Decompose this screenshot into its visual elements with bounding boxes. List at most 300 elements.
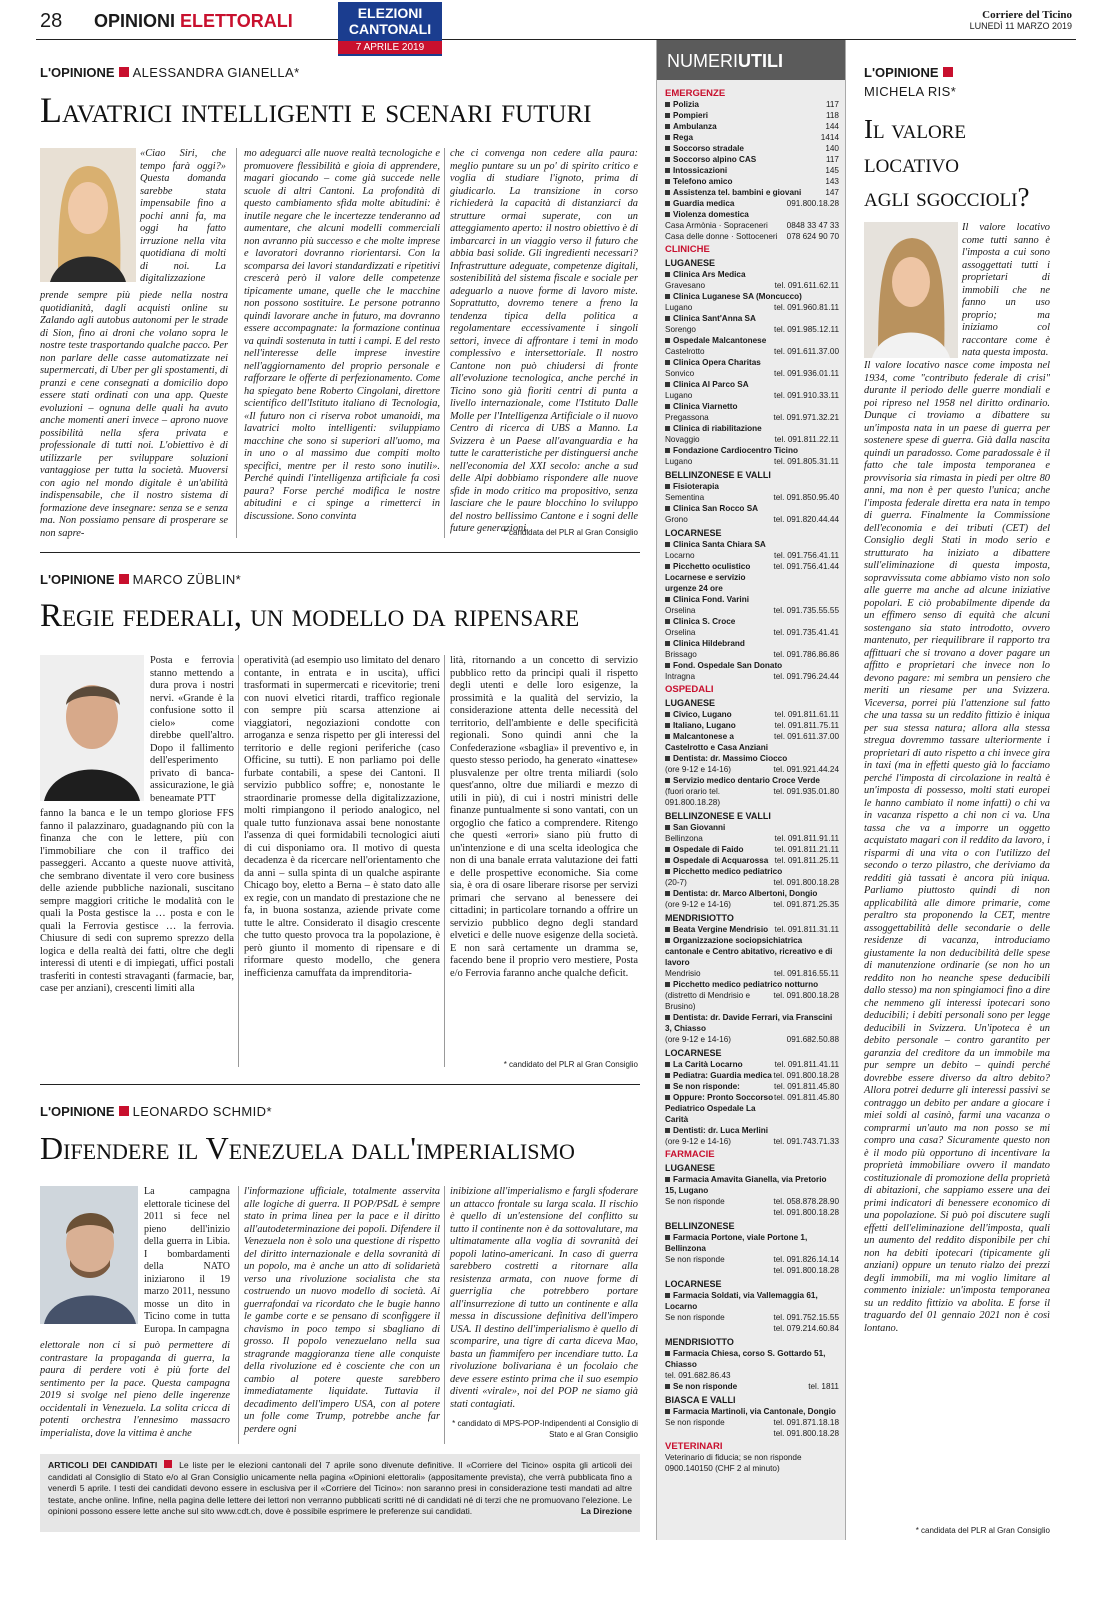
category-emergenze: EMERGENZE <box>665 88 726 99</box>
numeri-utili-title <box>657 40 845 80</box>
item-number: tel. 091.743.71.33 <box>773 1137 839 1146</box>
item-name: Pediatra: Guardia medica <box>665 1070 772 1081</box>
bullet-icon <box>665 619 670 624</box>
notice-title: ARTICOLI DEI CANDIDATI <box>48 1460 158 1470</box>
item-number: tel. 091.611.37.00 <box>774 732 839 741</box>
author-name: MARCO ZÜBLIN* <box>132 572 242 587</box>
bullet-icon <box>665 825 670 830</box>
item-name: Farmacia Amavita Gianella, via Pretorio 15, Lugano <box>665 1175 827 1195</box>
bullet-icon <box>665 179 670 184</box>
list-item <box>665 709 839 720</box>
bullet-icon <box>665 1177 670 1182</box>
item-number: 117 <box>825 100 839 109</box>
item-name: Fondazione Cardiocentro Ticino <box>665 445 798 456</box>
bullet-icon <box>665 564 670 569</box>
item-number: tel. 091.816.55.11 <box>774 969 839 978</box>
list-item <box>665 1034 839 1045</box>
item-location: Castelrotto <box>665 347 705 356</box>
article-4-col-intro: Il valore locativo come tutti sanno è l'imposta a cui sono assoggettati tutti i proprietari di immobili che ne fanno un uso proprio; ma iniziamo col raccontare come è nata questa imposta. <box>962 222 1050 358</box>
bullet-icon <box>665 124 670 129</box>
bullet-icon <box>665 404 670 409</box>
bullet-icon <box>665 448 670 453</box>
item-number: tel. 091.756.41.11 <box>774 551 839 560</box>
list-item <box>665 764 839 775</box>
bullet-icon <box>665 1073 670 1078</box>
item-number: tel. 091.811.91.11 <box>774 834 839 843</box>
item-number: tel. 091.800.18.28 <box>773 1266 839 1275</box>
item-number: tel. 091.921.44.24 <box>773 765 839 774</box>
bullet-icon <box>665 734 670 739</box>
list-item <box>665 1136 839 1147</box>
bullet-icon <box>665 1409 670 1414</box>
item-number: tel. 091.800.18.28 <box>773 878 839 887</box>
kicker-marker <box>119 1106 129 1116</box>
item-number: tel. 091.800.18.28 <box>773 1071 839 1080</box>
list-item <box>665 346 839 357</box>
item-number: tel. 091.971.32.21 <box>773 413 839 422</box>
list-item <box>665 833 839 844</box>
item-name: Dentisti: dr. Luca Merlini <box>665 1125 768 1136</box>
item-number: tel. 091.871.25.35 <box>773 900 839 909</box>
list-item <box>665 423 839 434</box>
item-number: tel. 058.878.28.90 <box>773 1197 839 1206</box>
region-label: BELLINZONESE <box>665 1221 735 1231</box>
bullet-icon <box>665 663 670 668</box>
list-item <box>665 1092 839 1125</box>
article-3-headline: Difendere il Venezuela dall'imperialismo <box>40 1130 575 1166</box>
list-item <box>665 110 839 121</box>
list-item <box>665 990 839 1012</box>
list-item <box>665 492 839 503</box>
logo-date: 7 APRILE 2019 <box>338 41 442 54</box>
item-number: tel. 091.960.81.11 <box>774 303 839 312</box>
item-location: Gravesano <box>665 281 706 290</box>
list-item <box>665 979 839 990</box>
bullet-icon <box>665 338 670 343</box>
bullet-icon <box>665 542 670 547</box>
list-item <box>665 753 839 764</box>
item-location: Lugano <box>665 391 693 400</box>
article-divider <box>40 1084 640 1085</box>
article-2-col2: operatività (ad esempio uso limitato del denaro contante, in entrata e in uscita), uffici trasformati in supermercati e ricevitorie; treni con nuovi elvetici ritardi, traffico regionale con sempre più scarsa attenzione ai viaggiatori, negoziazioni condotte con arroganza e senza rispetto per gli interessi del territorio e delle regioni periferiche (caso Officine, su tutti). E non parliamo poi delle furbate contabili, a spese dei Cantoni. Il servizio pubblico soffre; e, nonostante le straordinarie promesse della digitalizzazione, molti rimpiangono il periodo analogico, nel quale tutto funzionava assai bene nonostante l'assenza di quei formidabili tecnologici aiuti di cui disponiamo ora. Il motivo di questa decadenza è da ricercare nell'orientamento che da anni – sulla spinta di un qualche aspirante Chicago boy, eletto a Berna – è stato dato alle ex regie, con un mandato di prestazione che ne fa, in buona sostanza, aziende private come tutte le altre. Considerato il disagio crescente che tutto questo provoca tra la popolazione, è però giunto il momento di ripensare e di riformare questo modello, che genera inefficienza camuffata da imprenditoria- <box>244 655 440 979</box>
list-item <box>665 1348 839 1370</box>
item-number: tel. 091.800.18.28 <box>773 1429 839 1438</box>
col-rule <box>444 655 445 1067</box>
list-item <box>665 291 839 302</box>
item-number: tel. 091.735.55.55 <box>773 606 839 615</box>
item-location: Sementina <box>665 493 705 502</box>
list-item <box>665 1012 839 1034</box>
bullet-icon <box>665 201 670 206</box>
bullet-icon <box>665 1015 670 1020</box>
item-name: Intossicazioni <box>665 165 727 176</box>
author-name: LEONARDO SCHMID* <box>132 1104 272 1119</box>
item-name: Oppure: Pronto Soccorso Pediatrico Ospedale La Carità <box>665 1093 774 1124</box>
article-4-note: * candidata del PLR al Gran Consiglio <box>915 1526 1050 1535</box>
kicker-label: L'OPINIONE <box>864 65 939 80</box>
list-item <box>665 132 839 143</box>
kicker-marker <box>119 67 129 77</box>
item-name: Dentista: dr. Davide Ferrari, via Franscini 3, Chiasso <box>665 1013 833 1033</box>
article-4-author <box>864 84 956 99</box>
item-name: Telefono amico <box>665 176 732 187</box>
item-name: Clinica San Rocco SA <box>665 503 758 514</box>
list-item <box>665 1059 839 1070</box>
region-label: LOCARNESE <box>665 1048 722 1058</box>
bullet-icon <box>665 168 670 173</box>
item-number: tel. 091.611.62.11 <box>774 281 839 290</box>
article-3-kicker <box>40 1104 272 1119</box>
list-item <box>665 1323 839 1334</box>
item-name: Clinica Sant'Anna SA <box>665 313 756 324</box>
region-label: LUGANESE <box>665 698 716 708</box>
item-number: 091.800.18.28 <box>786 199 839 208</box>
item-number: tel. 091.611.37.00 <box>774 347 839 356</box>
item-number: 144 <box>825 122 839 131</box>
list-item <box>665 1290 839 1312</box>
list-item <box>665 539 839 550</box>
item-name: Organizzazione sociopsichiatrica cantonale e Centro abitativo, ricreativo e di lavoro <box>665 936 833 967</box>
item-number: tel. 091.935.01.80 <box>773 787 839 796</box>
item-number: tel. 091.811.45.80 <box>774 1082 839 1091</box>
item-name: Soccorso stradale <box>665 143 744 154</box>
list-item <box>665 198 839 209</box>
bullet-icon <box>665 382 670 387</box>
article-3-col1-bottom: elettorale non ci si può permettere di contrastare la propaganda di guerra, la paura di perdere voti è più forte del sentimento per la pace. Questa campagna 2019 si svolge nel pieno delle ingerenze occidentali in Venezuela. La solita cricca di potenti orchestra l'ennesimo massacro imperialista, dove la vittima è anche <box>40 1340 230 1439</box>
list-item <box>665 1081 839 1092</box>
item-number: tel. 1811 <box>808 1382 839 1391</box>
list-item <box>665 99 839 110</box>
category-veterinari: VETERINARI <box>665 1441 723 1452</box>
item-name: Beata Vergine Mendrisio <box>665 924 768 935</box>
item-number: 078 624 90 70 <box>786 232 839 241</box>
list-item <box>665 434 839 445</box>
bullet-icon <box>665 858 670 863</box>
list-item <box>665 302 839 313</box>
bullet-icon <box>665 294 670 299</box>
item-number: tel. 091.796.24.44 <box>773 672 839 681</box>
article-1-col1: prende sempre più piede nella nostra quotidianità, dagli acquisti online su Zalando agli autobus autonomi per le strade di Sion, fino ai droni che volano sopra le nostre teste trasportando qualche pacco. Per non parlare delle casse automatizzate nei supermercati, di Uber per gli spostamenti, di pranzi e cene consegnati a domicilio dopo essere stati ordinati con una app. Queste evoluzioni – ognuna delle quali ha avuto anche momenti aneri invece – aprono nuove possibilità nella sfera privata e professionale di tutti noi. L'obiettivo è di utilizzarle per sviluppare soluzioni vantaggiose per tutta la società. Muoversi con agio nel mondo digitale è un'abilità indispensabile, che il nostro sistema di formazione deve insegnare: senza se e senza ma. Non possiamo pensare di prosperare se non sapre- <box>40 290 228 539</box>
item-name: Clinica Fond. Varini <box>665 594 749 605</box>
item-name: Clinica Viarnetto <box>665 401 737 412</box>
list-item <box>665 335 839 346</box>
item-number: tel. 091.752.15.55 <box>773 1313 839 1322</box>
list-item <box>665 1312 839 1323</box>
list-item <box>665 899 839 910</box>
author-photo-zublin <box>40 655 144 801</box>
list-item <box>665 368 839 379</box>
bullet-icon <box>665 426 670 431</box>
list-item <box>665 324 839 335</box>
list-item <box>665 731 839 753</box>
panel-title-a: NUMERI <box>667 51 738 71</box>
region-label: LOCARNESE <box>665 528 722 538</box>
bullet-icon <box>665 778 670 783</box>
bullet-icon <box>665 484 670 489</box>
bullet-icon <box>665 597 670 602</box>
item-name: Se non risponde: <box>665 1081 740 1092</box>
item-location: Mendrisio <box>665 969 701 978</box>
bullet-icon <box>665 135 670 140</box>
item-number: tel. 091.811.41.11 <box>774 1060 839 1069</box>
item-name: Picchetto oculistico Locarnese e servizio urgenze 24 ore <box>665 562 751 593</box>
list-item <box>665 844 839 855</box>
author-name: ALESSANDRA GIANELLA* <box>132 65 300 80</box>
item-number: tel. 091.871.18.18 <box>773 1418 839 1427</box>
item-number: tel. 091.800.18.28 <box>773 991 839 1000</box>
article-divider <box>40 552 640 553</box>
logo-line1: ELEZIONI <box>357 5 423 21</box>
region-label: MENDRISIOTTO <box>665 913 734 923</box>
item-name: Clinica S. Croce <box>665 616 735 627</box>
item-name: Clinica Ars Medica <box>665 269 746 280</box>
item-location: Se non risponde <box>665 1313 725 1322</box>
item-number: tel. 091.811.21.11 <box>774 845 839 854</box>
bullet-icon <box>665 847 670 852</box>
masthead <box>970 9 1072 31</box>
list-item <box>665 401 839 412</box>
author-photo-ris <box>864 222 958 358</box>
item-name: Guardia medica <box>665 198 734 209</box>
item-number: tel. 091.850.95.40 <box>773 493 839 502</box>
bullet-icon <box>665 1095 670 1100</box>
item-location: (ore 9-12 e 14-16) <box>665 900 731 909</box>
list-item <box>665 594 839 605</box>
bullet-icon <box>665 212 670 217</box>
item-number: tel. 091.811.25.11 <box>774 856 839 865</box>
notice-marker <box>164 1460 172 1468</box>
article-3-col2: l'informazione ufficiale, totalmente asservita alle logiche di guerra. Il POP/PSdL è sempre stato in prima linea per la pace e il diritto all'autodeterminazione dei popoli. Difendere il Venezuela non è solo una questione di rispetto del diritto internazionale e della sovranità di un popolo, ma è anche un atto di solidarietà verso una rivoluzione socialista che sta costruendo un nuovo modello di società. Ai guerrafondai va ricordato che le bugie hanno le gambe corte e se pensano di sconfiggere il chavismo in poco tempo si sbagliano di grosso. Il popolo venezuelano nella sua stragrande maggioranza tiene alle conquiste della rivoluzione ed è cosciente che con un cambio al potere queste sarebbero immediatamente liquidate. Tuttavia il decadimento dell'impero USA, con al potere un folle come Trump, potrebbe anche far perdere ogni <box>244 1186 440 1435</box>
list-item <box>665 165 839 176</box>
article-4-kicker <box>864 65 957 80</box>
region-label: BIASCA E VALLI <box>665 1395 736 1405</box>
notice-signature: La Direzione <box>580 1506 632 1516</box>
kicker-marker <box>943 67 953 77</box>
list-item <box>665 1207 839 1218</box>
list-item <box>665 503 839 514</box>
category-ospedali: OSPEDALI <box>665 684 714 695</box>
panel-title-b: UTILI <box>738 51 783 71</box>
item-number: 147 <box>825 188 839 197</box>
region-label: LOCARNESE <box>665 1279 722 1289</box>
list-item <box>665 412 839 423</box>
item-location: Sonvico <box>665 369 695 378</box>
item-location: Bellinzona <box>665 834 703 843</box>
item-name: Fisioterapia <box>665 481 719 492</box>
list-item <box>665 877 839 888</box>
list-item <box>665 313 839 324</box>
list-item <box>665 561 839 594</box>
list-item <box>665 143 839 154</box>
bullet-icon <box>665 113 670 118</box>
kicker-marker <box>119 574 129 584</box>
article-3-note: * candidato di MPS-POP-Indipendenti al Consiglio di Stato e al Gran Consiglio <box>452 1419 638 1439</box>
item-number: 091.682.50.88 <box>786 1035 839 1044</box>
item-name: Soccorso alpino CAS <box>665 154 756 165</box>
item-location: Novaggio <box>665 435 700 444</box>
numeri-utili-panel <box>656 40 846 1540</box>
section-title <box>94 11 293 32</box>
bullet-icon <box>665 146 670 151</box>
elections-logo <box>338 2 442 56</box>
region-label: BELLINZONESE E VALLI <box>665 811 771 821</box>
bullet-icon <box>665 1062 670 1067</box>
item-name: Ospedale di Faido <box>665 844 744 855</box>
item-name: La Carità Locarno <box>665 1059 743 1070</box>
item-number: 1414 <box>820 133 839 142</box>
item-number: tel. 079.214.60.84 <box>773 1324 839 1333</box>
item-number: tel. 091.811.22.11 <box>774 435 839 444</box>
list-item <box>665 855 839 866</box>
item-number: tel. 091.800.18.28 <box>773 1208 839 1217</box>
item-number: 140 <box>825 144 839 153</box>
item-location: Locarno <box>665 551 695 560</box>
category-farmacie: FARMACIE <box>665 1149 715 1160</box>
bullet-icon <box>665 927 670 932</box>
article-2-kicker <box>40 572 241 587</box>
item-number: tel. 091.936.01.11 <box>774 369 839 378</box>
article-4-headline <box>864 112 1074 214</box>
item-name: Farmacia Chiesa, corso S. Gottardo 51, Chiasso <box>665 1349 826 1369</box>
article-1-kicker <box>40 65 300 80</box>
list-item <box>665 121 839 132</box>
item-location: Casa delle donne · Sottoceneri <box>665 232 778 241</box>
list-item <box>665 649 839 660</box>
item-number: 0848 33 47 33 <box>786 221 839 230</box>
list-item <box>665 445 839 456</box>
bullet-icon <box>665 1128 670 1133</box>
item-location: (ore 9-12 e 14-16) <box>665 1035 731 1044</box>
item-number: 145 <box>825 166 839 175</box>
article-2-col1: Posta e ferrovia stanno mettendo a dura prova i nostri nervi. «Grande è la confusione sotto il cielo» come direbbe quell'altro. Dopo il fallimento dell'esperimento privato di banca-assicurazione, le già beneamate PTT <box>150 655 234 804</box>
list-item <box>665 671 839 682</box>
item-name: Farmacia Martinoli, via Cantonale, Dongio <box>665 1406 836 1417</box>
list-item <box>665 390 839 401</box>
article-2-col1-bottom: fanno la banca e le un tempo gloriose FFS fanno il palazzinaro, guadagnando più con la finanza che con le lettere, più con l'immobiliare che con il traffico dei passeggeri. Accanto a queste nuove attività, che sembrano diventate il vero core business delle aziende pubbliche nazionali, suscitano sempre maggiori critiche le modalità con le quali la Posta gestisce la … posta e con le quali la Ferrovia gestisce … la ferrovia. Chiusure di sedi con supremo sprezzo della logica e della realtà dei fatti, oltre che degli interessi di utenti e di impiegati, uffici postali trasferiti in contesti stravaganti (farmacie, bar, case per anziani), crescenti limiti alla <box>40 808 234 994</box>
list-item <box>665 231 839 242</box>
item-location: (ore 9-12 e 14-16) <box>665 765 731 774</box>
col-rule <box>238 1186 239 1444</box>
list-item <box>665 1265 839 1276</box>
item-number: tel. 091.985.12.11 <box>774 325 839 334</box>
item-location: Casa Armònia · Sopraceneri <box>665 221 768 230</box>
item-number: tel. 091.811.61.11 <box>774 710 839 719</box>
bullet-icon <box>665 157 670 162</box>
region-label: BELLINZONESE E VALLI <box>665 470 771 480</box>
col-rule <box>444 148 445 538</box>
list-item <box>665 550 839 561</box>
issue-date: LUNEDÌ 11 MARZO 2019 <box>969 21 1072 31</box>
item-location: Lugano <box>665 457 693 466</box>
list-item <box>665 269 839 280</box>
item-name: Dentista: dr. Massimo Ciocco <box>665 753 787 764</box>
article-1-note: * candidata del PLR al Gran Consiglio <box>503 528 638 537</box>
item-name: Farmacia Soldati, via Vallemaggia 61, Locarno <box>665 1291 818 1311</box>
notice-text: Le liste per le elezioni cantonali del 7 aprile sono divenute definitive. Il «Corriere del Ticino» ospita gli articoli dei candidati al Consiglio di Stato e/o al Gran Consiglio unicamente nella pagina «Opinioni elettorali» (appositamente prevista), che verrà pubblicata fino a venerdì 5 aprile. I testi dei candidati devono essere in esclusiva per il «Corriere del Ticino»: non saranno presi in considerazione testi mandati ad altre testate, anche online. Infine, nella pagina delle lettere dei lettori non verranno pubblicati scritti né di candidati né di terzi che ne promuovano l'elezione. Le opinioni possono essere lette anche sul sito www.cdt.ch, dove è possibile esprimere le preferenze sui candidati. <box>48 1460 633 1516</box>
list-item <box>665 968 839 979</box>
bullet-icon <box>665 102 670 107</box>
region-label: MENDRISIOTTO <box>665 1337 734 1347</box>
col-rule <box>444 1186 445 1444</box>
bullet-icon <box>665 1351 670 1356</box>
list-item <box>665 1196 839 1207</box>
list-item <box>665 1381 839 1392</box>
bullet-icon <box>665 1293 670 1298</box>
item-location: Se non risponde <box>665 1255 725 1264</box>
item-name: Ospedale di Acquarossa <box>665 855 768 866</box>
section-title-a: OPINIONI <box>94 11 176 31</box>
list-item <box>665 935 839 968</box>
item-location: Intragna <box>665 672 696 681</box>
bullet-icon <box>665 982 670 987</box>
kicker-label: L'OPINIONE <box>40 65 115 80</box>
item-number: 118 <box>825 111 839 120</box>
list-item <box>665 154 839 165</box>
article-1-col1-top: «Ciao Siri, che tempo farà oggi?» Questa domanda sarebbe stata impensabile fino a pochi anni fa, ma oggi ha fatto irruzione nella vita quotidiana di molti di noi. La digitalizzazione <box>140 148 226 284</box>
item-name: Ospedale Malcantonese <box>665 335 766 346</box>
list-item <box>665 1417 839 1428</box>
region-label: LUGANESE <box>665 258 716 268</box>
bullet-icon <box>665 756 670 761</box>
list-item <box>665 660 839 671</box>
item-location: Se non risponde <box>665 1197 725 1206</box>
item-name: Picchetto medico pediatrico notturno <box>665 979 818 990</box>
item-name: Clinica Hildebrand <box>665 638 745 649</box>
list-item <box>665 1406 839 1417</box>
bullet-icon <box>665 1235 670 1240</box>
item-name: Rega <box>665 132 693 143</box>
list-item <box>665 866 839 877</box>
bullet-icon <box>665 938 670 943</box>
author-name: MICHELA RIS* <box>864 84 957 99</box>
headline-line: Il valore <box>864 114 966 144</box>
veterinari-text: Veterinario di fiducia; se non risponde 0900.140150 (CHF 2 al minuto) <box>665 1453 802 1473</box>
region-label: LUGANESE <box>665 1163 716 1173</box>
item-number: 143 <box>825 177 839 186</box>
item-number: tel. 091.811.75.11 <box>774 721 839 730</box>
list-item <box>665 888 839 899</box>
bullet-icon <box>665 272 670 277</box>
item-name: Malcantonese a Castelrotto e Casa Anziani <box>665 732 768 752</box>
bullet-icon <box>665 316 670 321</box>
item-number: tel. 091.910.33.11 <box>774 391 839 400</box>
item-location: Grono <box>665 515 688 524</box>
list-item <box>665 514 839 525</box>
list-item <box>665 481 839 492</box>
article-1-headline: Lavatrici intelligenti e scenari futuri <box>40 90 592 130</box>
bullet-icon <box>665 1384 670 1389</box>
item-name: Clinica Al Parco SA <box>665 379 749 390</box>
item-location: Lugano <box>665 303 693 312</box>
bullet-icon <box>665 506 670 511</box>
article-3-col1: La campagna elettorale ticinese del 2011 si fece nel pieno dell'inizio della guerra in Libia. I bombardamenti della NATO iniziarono il 19 marzo 2011, nessuno mosse un dito in Ticino come in tutta Europa. In campagna <box>144 1186 230 1335</box>
item-number: 117 <box>825 155 839 164</box>
candidates-notice <box>40 1454 640 1532</box>
item-number: tel. 091.756.41.44 <box>773 562 839 571</box>
kicker-label: L'OPINIONE <box>40 1104 115 1119</box>
item-name: Farmacia Portone, viale Portone 1, Bellinzona <box>665 1233 808 1253</box>
col-rule <box>238 655 239 1067</box>
author-photo-schmid <box>40 1186 138 1324</box>
list-item <box>665 209 839 220</box>
item-name: Servizio medico dentario Croce Verde <box>665 775 820 786</box>
list-item <box>665 1428 839 1439</box>
headline-line: locativo <box>864 148 959 178</box>
page-number: 28 <box>40 10 63 32</box>
list-item <box>665 1254 839 1265</box>
list-item <box>665 605 839 616</box>
logo-line2: CANTONALI <box>348 21 432 37</box>
